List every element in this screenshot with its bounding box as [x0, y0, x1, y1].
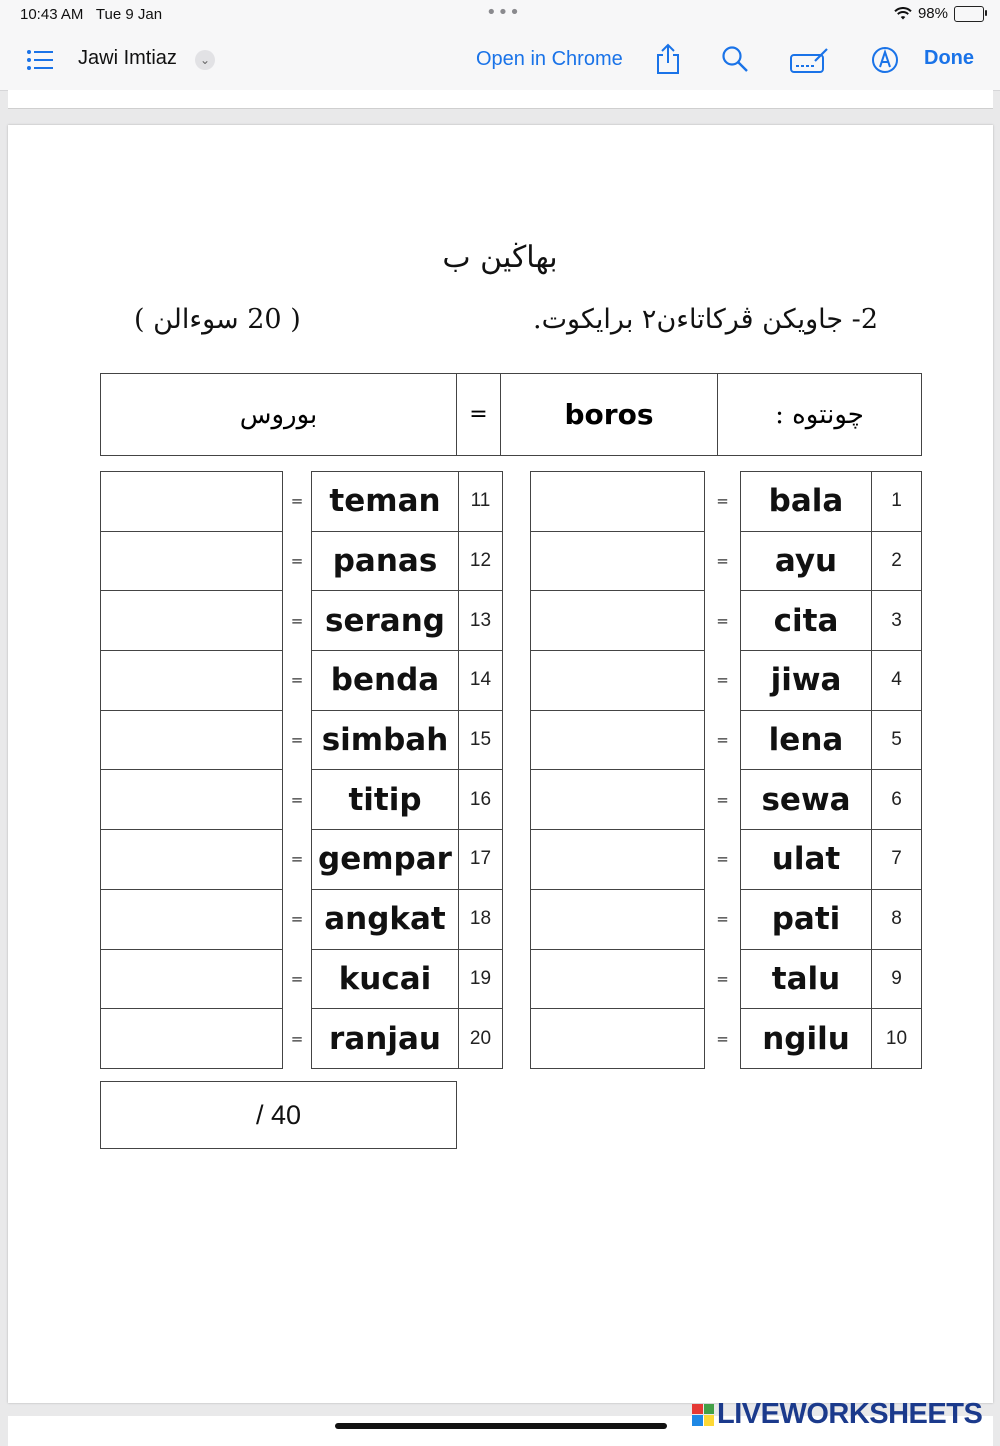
example-word: boros [501, 374, 718, 456]
equals-sign: = [716, 910, 729, 929]
answer-input[interactable] [531, 1009, 705, 1069]
equals-sign: = [290, 611, 304, 630]
question-number: 7 [872, 830, 922, 890]
question-word: panas [312, 531, 459, 591]
equals-sign: = [290, 910, 304, 929]
example-label: چونتوه : [718, 374, 922, 456]
score-box [100, 1081, 457, 1149]
question-number: 5 [872, 710, 922, 770]
question-word: bala [741, 472, 872, 532]
status-time [20, 6, 162, 23]
answer-input[interactable] [531, 889, 705, 949]
question-word: lena [741, 710, 872, 770]
answer-input[interactable] [531, 651, 705, 711]
question-word: talu [741, 949, 872, 1009]
equals-sign: = [290, 552, 304, 571]
answer-input[interactable] [531, 472, 705, 532]
equals-sign: = [716, 611, 729, 630]
example-table [100, 373, 922, 456]
question-row [101, 770, 503, 830]
question-word: teman [312, 472, 459, 532]
question-row [101, 472, 503, 532]
question-row [531, 651, 922, 711]
equals-sign: = [716, 492, 729, 511]
liveworksheets-mark-icon [692, 1404, 714, 1426]
document-title[interactable]: Jawi Imtiaz [78, 47, 177, 69]
question-row [101, 1009, 503, 1069]
multitask-dots-icon[interactable]: ••• [486, 2, 521, 23]
question-word: simbah [312, 710, 459, 770]
question-number: 15 [459, 710, 503, 770]
example-equals: = [457, 374, 501, 456]
instruction-text: 2- جاويکن ڤرکاتاءن٢ برايکوت. [533, 304, 878, 335]
question-word: kucai [312, 949, 459, 1009]
equals-sign: = [290, 731, 304, 750]
question-number: 2 [872, 531, 922, 591]
liveworksheets-logo [692, 1398, 982, 1431]
question-table-right [530, 471, 922, 1069]
equals-sign: = [716, 850, 729, 869]
answer-input[interactable] [101, 1009, 283, 1069]
share-icon[interactable] [654, 43, 682, 75]
question-number: 16 [459, 770, 503, 830]
question-row [101, 830, 503, 890]
question-table-left [100, 471, 503, 1069]
answer-input[interactable] [531, 830, 705, 890]
equals-sign: = [716, 1029, 729, 1048]
question-number: 6 [872, 770, 922, 830]
done-button[interactable]: Done [924, 47, 974, 69]
question-number: 4 [872, 651, 922, 711]
equals-sign: = [290, 492, 304, 511]
question-row [101, 531, 503, 591]
question-row [531, 472, 922, 532]
question-word: benda [312, 651, 459, 711]
question-word: gempar [312, 830, 459, 890]
search-icon[interactable] [721, 45, 749, 73]
question-number: 3 [872, 591, 922, 651]
question-row [531, 770, 922, 830]
previous-page-edge [8, 90, 993, 109]
question-number: 1 [872, 472, 922, 532]
answer-input[interactable] [531, 949, 705, 1009]
question-word: serang [312, 591, 459, 651]
example-answer: بوروس [101, 374, 457, 456]
question-row [531, 710, 922, 770]
score-text: / 40 [255, 1099, 302, 1130]
equals-sign: = [290, 671, 304, 690]
open-in-chrome-button[interactable]: Open in Chrome [476, 48, 623, 70]
question-number: 8 [872, 889, 922, 949]
answer-input[interactable] [531, 591, 705, 651]
question-number: 13 [459, 591, 503, 651]
battery-percent: 98% [917, 5, 948, 22]
chevron-down-icon[interactable]: ⌄ [195, 50, 215, 70]
question-row [101, 591, 503, 651]
question-word: ayu [741, 531, 872, 591]
question-row [531, 591, 922, 651]
question-word: angkat [312, 889, 459, 949]
section-heading: بهاڬين ب [442, 240, 558, 275]
question-row [101, 949, 503, 1009]
question-word: jiwa [741, 651, 872, 711]
question-row [531, 949, 922, 1009]
answer-input[interactable] [531, 770, 705, 830]
question-row [101, 710, 503, 770]
question-number: 10 [872, 1009, 922, 1069]
question-number: 18 [459, 889, 503, 949]
question-word: ranjau [312, 1009, 459, 1069]
question-word: sewa [741, 770, 872, 830]
equals-sign: = [716, 671, 729, 690]
equals-sign: = [716, 969, 729, 988]
list-icon[interactable] [26, 48, 54, 72]
home-indicator[interactable] [335, 1423, 667, 1429]
equals-sign: = [290, 790, 304, 809]
status-clock: 10:43 AM [20, 6, 84, 23]
answer-input[interactable] [101, 591, 283, 651]
question-number: 11 [459, 472, 503, 532]
equals-sign: = [716, 552, 729, 571]
question-number: 20 [459, 1009, 503, 1069]
marks-note: ( 20 سوءالن ) [134, 304, 301, 335]
question-number: 14 [459, 651, 503, 711]
question-word: ulat [741, 830, 872, 890]
status-right [894, 5, 984, 22]
question-row [101, 889, 503, 949]
question-word: pati [741, 889, 872, 949]
answer-input[interactable] [531, 531, 705, 591]
answer-input[interactable] [101, 531, 283, 591]
answer-input[interactable] [531, 710, 705, 770]
equals-sign: = [290, 969, 304, 988]
wifi-icon [894, 7, 912, 21]
equals-sign: = [290, 850, 304, 869]
answer-input[interactable] [101, 770, 283, 830]
equals-sign: = [716, 790, 729, 809]
markup-icon[interactable] [871, 45, 899, 75]
equals-sign: = [290, 1029, 304, 1048]
question-word: cita [741, 591, 872, 651]
top-toolbar [0, 0, 1000, 91]
battery-icon [954, 6, 984, 22]
question-row [531, 1009, 922, 1069]
question-row [531, 830, 922, 890]
answer-input[interactable] [101, 949, 283, 1009]
answer-input[interactable] [101, 889, 283, 949]
answer-input[interactable] [101, 472, 283, 532]
question-row [531, 889, 922, 949]
question-number: 12 [459, 531, 503, 591]
question-number: 19 [459, 949, 503, 1009]
question-row [531, 531, 922, 591]
answer-input[interactable] [101, 710, 283, 770]
question-word: titip [312, 770, 459, 830]
question-number: 17 [459, 830, 503, 890]
liveworksheets-logo-text: LIVEWORKSHEETS [717, 1398, 983, 1430]
question-number: 9 [872, 949, 922, 1009]
equals-sign: = [716, 731, 729, 750]
question-row [101, 651, 503, 711]
status-date: Tue 9 Jan [95, 6, 163, 23]
answer-input[interactable] [101, 651, 283, 711]
answer-input[interactable] [101, 830, 283, 890]
question-word: ngilu [741, 1009, 872, 1069]
keyboard-edit-icon[interactable] [789, 45, 829, 75]
